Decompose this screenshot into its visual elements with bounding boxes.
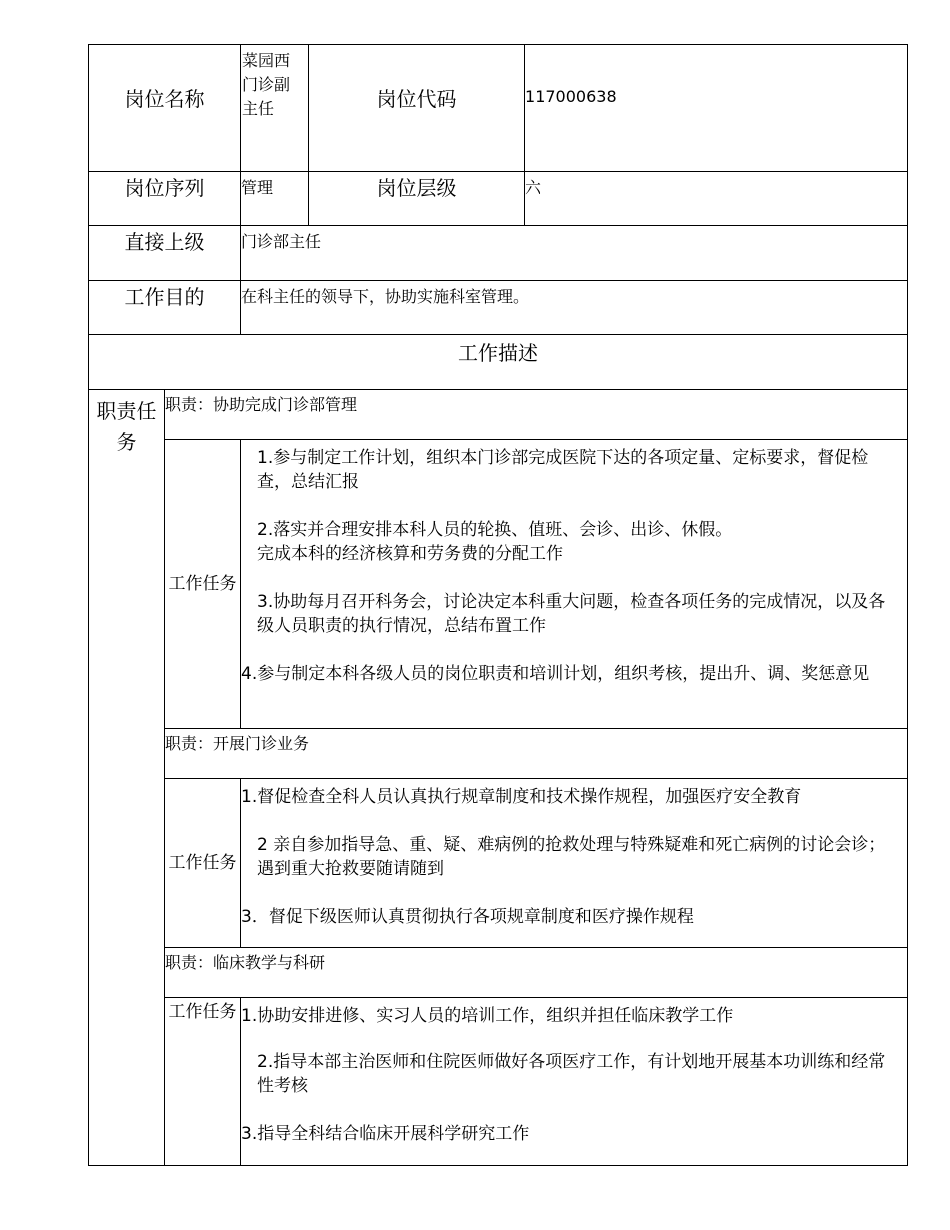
- duty-1-title: 职责：协助完成门诊部管理: [165, 390, 908, 440]
- duty-2-row: [89, 729, 908, 779]
- duty-2-task-list: [241, 779, 908, 948]
- duty-2-task-3: 3．督促下级医师认真贯彻执行各项规章制度和医疗操作规程: [241, 907, 694, 927]
- post-name-row: [89, 45, 908, 172]
- duty-1-task-label: 工作任务: [165, 440, 241, 729]
- duty-3-task-1: 1.协助安排进修、实习人员的培训工作，组织并担任临床教学工作: [241, 1006, 734, 1026]
- duty-1-task-5: 4.参与制定本科各级人员的岗位职责和培训计划，组织考核，提出升、调、奖惩意见: [241, 664, 870, 684]
- purpose-value: 在科主任的领导下，协助实施科室管理。: [241, 281, 908, 335]
- duty-2-tasks-row: [89, 779, 908, 948]
- post-series-label: 岗位序列: [89, 172, 241, 226]
- purpose-label: 工作目的: [89, 281, 241, 335]
- supervisor-label: 直接上级: [89, 226, 241, 281]
- description-title-row: [89, 335, 908, 390]
- duty-2-title: 职责：开展门诊业务: [165, 729, 908, 779]
- duty-3-task-label: 工作任务: [165, 998, 241, 1166]
- post-level-value: 六: [525, 172, 908, 226]
- duty-1-tasks-row: [89, 440, 908, 729]
- duty-3-tasks-row: [89, 998, 908, 1166]
- job-description-table: [88, 44, 908, 1166]
- description-title: 工作描述: [89, 335, 908, 390]
- duty-2-task-2: 2 亲自参加指导急、重、疑、难病例的抢救处理与特殊疑难和死亡病例的讨论会诊；遇到重大抢救要随请随到: [257, 835, 886, 879]
- duty-1-row: [89, 390, 908, 440]
- duty-1-task-1: 1.参与制定工作计划，组织本门诊部完成医院下达的各项定量、定标要求，督促检查，总结汇报: [257, 448, 869, 492]
- duty-side-label: 职责任务: [89, 390, 165, 1166]
- duty-1-task-4: 3.协助每月召开科务会，讨论决定本科重大问题，检查各项任务的完成情况，以及各级人员职责的执行情况，总结布置工作: [257, 592, 886, 636]
- post-code-value: 117000638: [525, 45, 908, 172]
- duty-3-task-list: [241, 998, 908, 1166]
- post-name-label: 岗位名称: [89, 45, 241, 172]
- duty-2-task-1: 1.督促检查全科人员认真执行规章制度和技术操作规程，加强医疗安全教育: [241, 787, 802, 807]
- post-series-row: [89, 172, 908, 226]
- duty-1-task-2: 2.落实并合理安排本科人员的轮换、值班、会诊、出诊、休假。: [257, 520, 733, 540]
- duty-1-task-list: [241, 440, 908, 729]
- duty-3-title: 职责：临床教学与科研: [165, 948, 908, 998]
- post-series-value: 管理: [241, 172, 309, 226]
- duty-3-row: [89, 948, 908, 998]
- supervisor-value: 门诊部主任: [241, 226, 908, 281]
- duty-3-task-2: 2.指导本部主治医师和住院医师做好各项医疗工作，有计划地开展基本功训练和经常性考核: [257, 1052, 886, 1096]
- post-code-label: 岗位代码: [309, 45, 525, 172]
- post-name-value: 菜园西门诊副主任: [241, 45, 309, 172]
- duty-1-task-3: 完成本科的经济核算和劳务费的分配工作: [257, 544, 563, 564]
- post-level-label: 岗位层级: [309, 172, 525, 226]
- purpose-row: [89, 281, 908, 335]
- duty-2-task-label: 工作任务: [165, 779, 241, 948]
- duty-3-task-3: 3.指导全科结合临床开展科学研究工作: [241, 1124, 530, 1144]
- supervisor-row: [89, 226, 908, 281]
